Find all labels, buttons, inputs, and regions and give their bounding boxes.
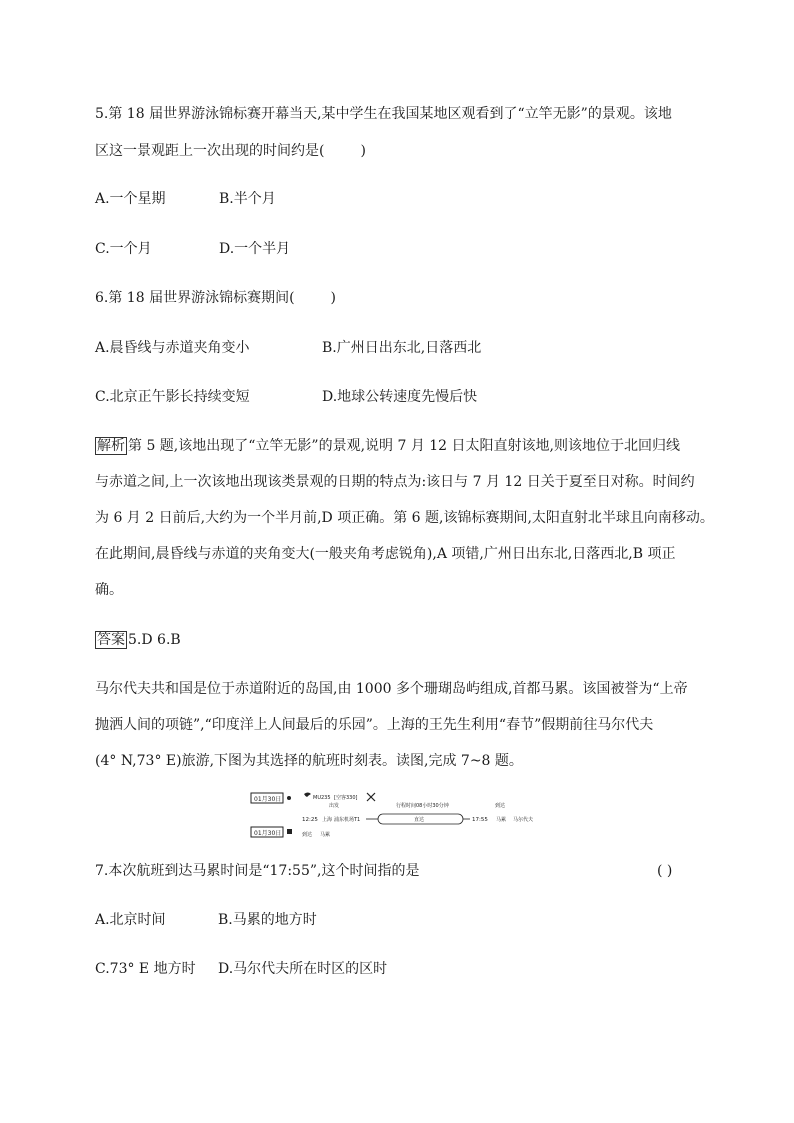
- q7-option-A: A.北京时间: [95, 912, 166, 928]
- q6-option-D: D.地球公转速度先慢后快: [322, 389, 478, 405]
- date-bottom: 01月30日: [254, 830, 282, 837]
- route-type: 直达: [414, 817, 425, 823]
- q5-option-B: B.半个月: [219, 191, 276, 207]
- q5-option-C: C.一个月: [95, 241, 152, 257]
- depart-airport: 浦东机场T1: [334, 817, 361, 823]
- q7-option-D: D.马尔代夫所在时区的区时: [218, 961, 388, 977]
- answer-text: 5.D 6.B: [128, 632, 181, 648]
- answer-line: [95, 630, 181, 650]
- q7-stem: 7.本次航班到达马累时间是“17:55”,这个时间指的是: [95, 863, 420, 879]
- depart-label: 出发: [329, 803, 340, 809]
- analysis-line3: 为 6 月 2 日前后,大约为一个半月前,D 项正确。第 6 题,该锦标赛期间,太阳直射北半球且向南移动。: [95, 510, 714, 526]
- q6-option-B: B.广州日出东北,日落西北: [322, 340, 482, 356]
- analysis-tag: 解析: [97, 438, 125, 454]
- no-meal-icon: [367, 793, 375, 801]
- airline-logo-icon: [304, 793, 311, 798]
- q7-option-C: C.73° E 地方时: [95, 961, 196, 977]
- q6-stem: [95, 288, 336, 308]
- bottom-arrive-label: 到达: [302, 832, 313, 838]
- depart-time: 12:25: [302, 817, 318, 823]
- q6-option-A: A.晨昏线与赤道夹角变小: [95, 340, 250, 356]
- aircraft-type: [空客330]: [334, 795, 358, 801]
- flight-duration: 行程时间08小时30分钟: [396, 803, 449, 809]
- q6-option-C: C.北京正午影长持续变短: [95, 389, 250, 405]
- passage-line1: 马尔代夫共和国是位于赤道附近的岛国,由 1000 多个珊瑚岛屿组成,首都马累。该国被誉为“上帝: [95, 681, 688, 697]
- flight-timetable-figure: [248, 790, 548, 840]
- flight-number: MU235: [313, 795, 331, 801]
- q5-option-D: D.一个半月: [219, 241, 291, 257]
- analysis-line1-text: 第 5 题,该地出现了“立竿无影”的景观,说明 7 月 12 日太阳直射该地,则该地位于北回归线: [128, 438, 680, 454]
- q5-stem-text: 区这一景观距上一次出现的时间约是(: [95, 143, 325, 159]
- analysis-line1: [95, 436, 680, 456]
- depart-dot: [287, 796, 291, 800]
- arrive-label: 到达: [495, 803, 506, 809]
- q5-stem-line2: [95, 141, 366, 161]
- q5-paren-close: ): [360, 143, 366, 159]
- analysis-line2: 与赤道之间,上一次该地出现该类景观的日期的特点为:该日与 7 月 12 日关于夏至日对称。时间约: [95, 474, 695, 490]
- q7-answer-paren: ( ): [657, 863, 673, 879]
- q6-stem-text: 6.第 18 届世界游泳锦标赛期间(: [95, 290, 295, 306]
- arrive-square: [287, 829, 292, 834]
- arrive-country: 马尔代夫: [513, 817, 534, 823]
- depart-city: 上海: [322, 817, 333, 823]
- bottom-city: 马累: [320, 832, 331, 838]
- q5-option-A: A.一个星期: [95, 191, 166, 207]
- q6-paren-close: ): [330, 290, 337, 306]
- q5-stem-line1: 5.第 18 届世界游泳锦标赛开幕当天,某中学生在我国某地区观看到了“立竿无影”的景观。该地: [95, 106, 672, 122]
- arrive-city: 马累: [496, 817, 507, 823]
- analysis-line4: 在此期间,晨昏线与赤道的夹角变大(一般夹角考虑锐角),A 项错,广州日出东北,日落西北,B 项正: [95, 546, 676, 562]
- analysis-line5: 确。: [95, 582, 123, 598]
- q7-option-B: B.马累的地方时: [218, 912, 317, 928]
- passage-line3: (4° N,73° E)旅游,下图为其选择的航班时刻表。读图,完成 7~8 题。: [95, 753, 523, 769]
- passage-line2: 抛洒人间的项链”,“印度洋上人间最后的乐园”。上海的王先生利用“春节”假期前往马尔代夫: [95, 717, 654, 733]
- date-top: 01月30日: [254, 796, 282, 803]
- answer-tag: 答案: [97, 632, 125, 648]
- arrive-time: 17:55: [472, 817, 488, 823]
